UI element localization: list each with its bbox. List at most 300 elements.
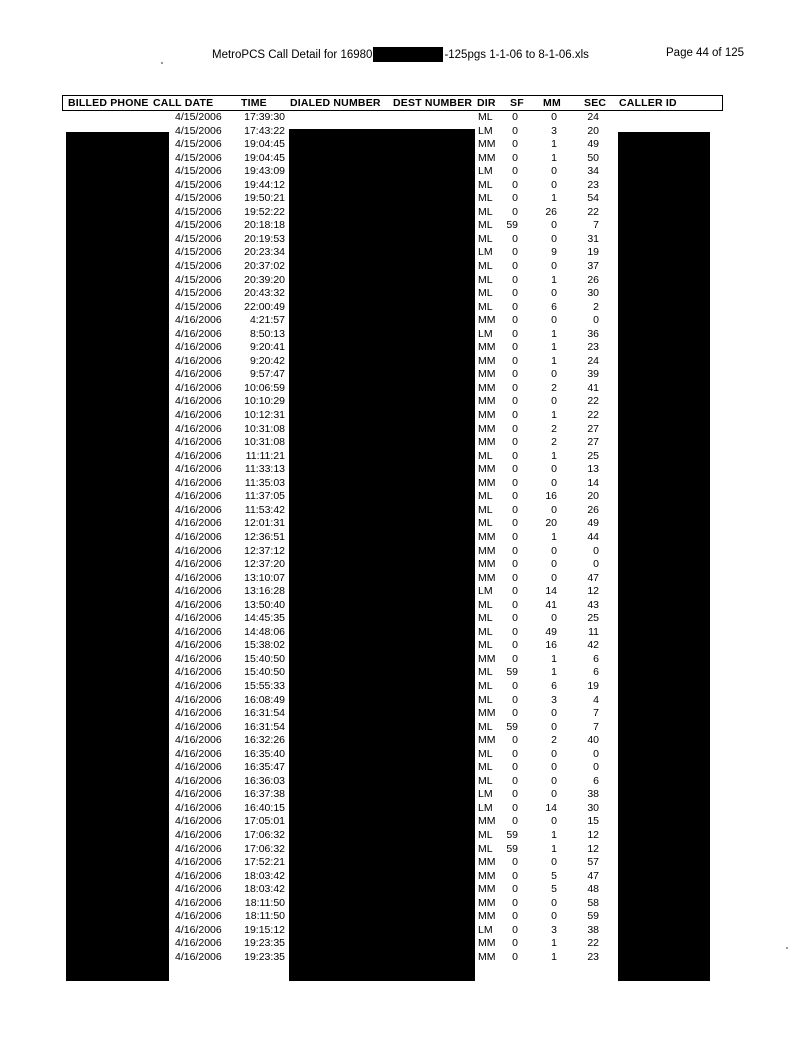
cell-sec: 50 <box>587 151 599 164</box>
cell-sec: 44 <box>587 530 599 543</box>
cell-sec: 12 <box>587 828 599 841</box>
cell-mm: 1 <box>551 192 557 205</box>
cell-sf: 0 <box>512 232 518 245</box>
cell-mm: 0 <box>551 856 557 869</box>
cell-mm: 1 <box>551 842 557 855</box>
column-header-billed-phone: BILLED PHONE <box>68 97 149 109</box>
cell-call-date: 4/16/2006 <box>175 666 222 679</box>
cell-sec: 0 <box>593 558 599 571</box>
cell-sec: 30 <box>587 287 599 300</box>
table-row <box>62 382 723 396</box>
cell-time: 19:44:12 <box>244 178 285 191</box>
table-row <box>62 314 723 328</box>
column-header-time: TIME <box>241 97 267 109</box>
cell-dir: LM <box>478 327 493 340</box>
cell-dir: ML <box>478 503 493 516</box>
cell-mm: 0 <box>551 910 557 923</box>
cell-call-date: 4/16/2006 <box>175 815 222 828</box>
cell-sec: 36 <box>587 327 599 340</box>
cell-sec: 12 <box>587 842 599 855</box>
cell-call-date: 4/16/2006 <box>175 544 222 557</box>
cell-dir: ML <box>478 517 493 530</box>
cell-sf: 0 <box>512 314 518 327</box>
table-row <box>62 545 723 559</box>
cell-sf: 0 <box>512 856 518 869</box>
cell-call-date: 4/16/2006 <box>175 314 222 327</box>
table-row <box>62 585 723 599</box>
cell-sec: 30 <box>587 801 599 814</box>
cell-sec: 26 <box>587 273 599 286</box>
cell-call-date: 4/15/2006 <box>175 260 222 273</box>
cell-call-date: 4/16/2006 <box>175 409 222 422</box>
cell-sf: 0 <box>512 639 518 652</box>
cell-mm: 0 <box>551 558 557 571</box>
cell-sec: 12 <box>587 585 599 598</box>
cell-sf: 0 <box>512 761 518 774</box>
table-row <box>62 870 723 884</box>
cell-time: 16:08:49 <box>244 693 285 706</box>
caller-id-mark <box>618 246 623 255</box>
cell-dir: MM <box>478 138 496 151</box>
cell-dir: LM <box>478 585 493 598</box>
cell-sf: 0 <box>512 354 518 367</box>
cell-mm: 1 <box>551 950 557 963</box>
cell-sf: 59 <box>506 842 518 855</box>
cell-call-date: 4/16/2006 <box>175 788 222 801</box>
cell-sec: 20 <box>587 490 599 503</box>
cell-mm: 41 <box>545 598 557 611</box>
cell-dir: MM <box>478 652 496 665</box>
cell-mm: 0 <box>551 761 557 774</box>
cell-time: 18:11:50 <box>244 910 285 923</box>
cell-time: 16:31:54 <box>244 720 285 733</box>
cell-sf: 0 <box>512 747 518 760</box>
cell-sec: 48 <box>587 883 599 896</box>
column-header-sec: SEC <box>584 97 607 109</box>
cell-sf: 0 <box>512 544 518 557</box>
cell-mm: 1 <box>551 327 557 340</box>
cell-call-date: 4/15/2006 <box>175 111 222 123</box>
cell-time: 11:35:03 <box>244 476 285 489</box>
cell-time: 12:37:12 <box>244 544 285 557</box>
cell-time: 18:03:42 <box>244 869 285 882</box>
column-header-dialed-number: DIALED NUMBER <box>290 97 381 109</box>
cell-call-date: 4/16/2006 <box>175 639 222 652</box>
cell-sf: 59 <box>506 828 518 841</box>
redaction-block-title <box>373 47 443 62</box>
cell-call-date: 4/16/2006 <box>175 761 222 774</box>
cell-dir: ML <box>478 111 493 123</box>
cell-time: 15:40:50 <box>244 652 285 665</box>
cell-call-date: 4/16/2006 <box>175 598 222 611</box>
cell-call-date: 4/15/2006 <box>175 138 222 151</box>
cell-call-date: 4/16/2006 <box>175 896 222 909</box>
cell-mm: 0 <box>551 896 557 909</box>
cell-sec: 7 <box>593 707 599 720</box>
table-row <box>62 301 723 315</box>
cell-time: 19:23:35 <box>244 950 285 963</box>
cell-call-date: 4/15/2006 <box>175 192 222 205</box>
cell-sec: 39 <box>587 368 599 381</box>
cell-time: 13:10:07 <box>244 571 285 584</box>
cell-mm: 0 <box>551 178 557 191</box>
table-row <box>62 761 723 775</box>
cell-mm: 0 <box>551 720 557 733</box>
cell-sec: 22 <box>587 409 599 422</box>
column-header-mm: MM <box>543 97 561 109</box>
cell-sec: 0 <box>593 761 599 774</box>
cell-dir: MM <box>478 544 496 557</box>
cell-sec: 37 <box>587 260 599 273</box>
cell-call-date: 4/15/2006 <box>175 151 222 164</box>
cell-sf: 0 <box>512 571 518 584</box>
cell-call-date: 4/16/2006 <box>175 707 222 720</box>
cell-sf: 0 <box>512 503 518 516</box>
cell-call-date: 4/16/2006 <box>175 625 222 638</box>
cell-time: 18:11:50 <box>244 896 285 909</box>
table-row <box>62 517 723 531</box>
cell-time: 12:01:31 <box>244 517 285 530</box>
cell-call-date: 4/15/2006 <box>175 300 222 313</box>
cell-mm: 0 <box>551 395 557 408</box>
cell-time: 17:43:22 <box>244 124 285 137</box>
cell-time: 17:06:32 <box>244 828 285 841</box>
cell-sec: 57 <box>587 856 599 869</box>
cell-mm: 1 <box>551 354 557 367</box>
cell-sec: 40 <box>587 734 599 747</box>
cell-dir: MM <box>478 436 496 449</box>
table-row <box>62 883 723 897</box>
cell-call-date: 4/16/2006 <box>175 856 222 869</box>
cell-time: 4:21:57 <box>249 314 285 327</box>
cell-mm: 14 <box>545 585 557 598</box>
cell-call-date: 4/15/2006 <box>175 273 222 286</box>
cell-call-date: 4/16/2006 <box>175 517 222 530</box>
cell-call-date: 4/16/2006 <box>175 395 222 408</box>
cell-dir: ML <box>478 219 493 232</box>
cell-dir: ML <box>478 232 493 245</box>
cell-mm: 0 <box>551 503 557 516</box>
cell-sf: 0 <box>512 910 518 923</box>
table-row <box>62 558 723 572</box>
cell-time: 17:52:21 <box>244 856 285 869</box>
cell-dir: ML <box>478 192 493 205</box>
cell-dir: ML <box>478 679 493 692</box>
cell-sf: 0 <box>512 896 518 909</box>
table-row <box>62 707 723 721</box>
cell-time: 20:23:34 <box>244 246 285 259</box>
page-number: Page 44 of 125 <box>666 47 745 59</box>
cell-time: 15:40:50 <box>244 666 285 679</box>
cell-mm: 1 <box>551 666 557 679</box>
cell-sf: 0 <box>512 463 518 476</box>
table-row <box>62 829 723 843</box>
cell-time: 12:36:51 <box>244 530 285 543</box>
cell-call-date: 4/16/2006 <box>175 449 222 462</box>
cell-mm: 1 <box>551 409 557 422</box>
cell-time: 19:04:45 <box>244 138 285 151</box>
cell-mm: 0 <box>551 219 557 232</box>
cell-mm: 0 <box>551 314 557 327</box>
cell-dir: MM <box>478 151 496 164</box>
table-row <box>62 409 723 423</box>
table-row <box>62 260 723 274</box>
cell-dir: MM <box>478 571 496 584</box>
cell-call-date: 4/16/2006 <box>175 422 222 435</box>
cell-call-date: 4/16/2006 <box>175 341 222 354</box>
cell-dir: ML <box>478 828 493 841</box>
table-row <box>62 802 723 816</box>
cell-sf: 0 <box>512 788 518 801</box>
cell-mm: 16 <box>545 639 557 652</box>
cell-mm: 6 <box>551 300 557 313</box>
cell-mm: 14 <box>545 801 557 814</box>
cell-sec: 34 <box>587 165 599 178</box>
cell-call-date: 4/16/2006 <box>175 490 222 503</box>
cell-time: 19:52:22 <box>244 205 285 218</box>
cell-dir: MM <box>478 558 496 571</box>
cell-time: 9:57:47 <box>249 368 285 381</box>
cell-sec: 23 <box>587 341 599 354</box>
cell-time: 11:53:42 <box>244 503 285 516</box>
table-body <box>62 111 723 981</box>
cell-sec: 4 <box>593 693 599 706</box>
cell-sec: 23 <box>587 950 599 963</box>
cell-call-date: 4/16/2006 <box>175 747 222 760</box>
cell-time: 20:43:32 <box>244 287 285 300</box>
table-row <box>62 152 723 166</box>
cell-mm: 3 <box>551 693 557 706</box>
cell-sec: 58 <box>587 896 599 909</box>
cell-mm: 1 <box>551 652 557 665</box>
cell-sf: 0 <box>512 923 518 936</box>
table-row <box>62 924 723 938</box>
cell-sf: 0 <box>512 138 518 151</box>
column-header-call-date: CALL DATE <box>153 97 214 109</box>
cell-mm: 0 <box>551 747 557 760</box>
cell-sec: 22 <box>587 937 599 950</box>
cell-sf: 0 <box>512 490 518 503</box>
cell-sec: 13 <box>587 463 599 476</box>
cell-mm: 5 <box>551 869 557 882</box>
cell-sec: 6 <box>593 774 599 787</box>
table-row <box>62 856 723 870</box>
table-row <box>62 490 723 504</box>
cell-call-date: 4/16/2006 <box>175 693 222 706</box>
cell-time: 20:37:02 <box>244 260 285 273</box>
table-row <box>62 599 723 613</box>
cell-sf: 0 <box>512 693 518 706</box>
cell-call-date: 4/16/2006 <box>175 530 222 543</box>
cell-mm: 6 <box>551 679 557 692</box>
cell-sec: 14 <box>587 476 599 489</box>
cell-sf: 59 <box>506 219 518 232</box>
cell-dir: ML <box>478 300 493 313</box>
cell-time: 20:18:18 <box>244 219 285 232</box>
table-row <box>62 504 723 518</box>
cell-sec: 59 <box>587 910 599 923</box>
column-header-caller-id: CALLER ID <box>619 97 677 109</box>
cell-sf: 0 <box>512 436 518 449</box>
cell-sec: 38 <box>587 923 599 936</box>
cell-mm: 2 <box>551 381 557 394</box>
table-row <box>62 666 723 680</box>
cell-call-date: 4/16/2006 <box>175 774 222 787</box>
table-row <box>62 436 723 450</box>
cell-sec: 0 <box>593 747 599 760</box>
cell-time: 19:43:09 <box>244 165 285 178</box>
cell-mm: 0 <box>551 260 557 273</box>
cell-sf: 0 <box>512 517 518 530</box>
cell-dir: ML <box>478 273 493 286</box>
cell-call-date: 4/16/2006 <box>175 883 222 896</box>
table-row <box>62 897 723 911</box>
cell-sf: 0 <box>512 192 518 205</box>
table-bottom-edge <box>62 962 723 965</box>
cell-sf: 0 <box>512 950 518 963</box>
table-row <box>62 274 723 288</box>
table-row <box>62 138 723 152</box>
cell-call-date: 4/15/2006 <box>175 165 222 178</box>
table-row <box>62 734 723 748</box>
cell-time: 9:20:42 <box>249 354 285 367</box>
cell-sf: 0 <box>512 124 518 137</box>
cell-sf: 0 <box>512 815 518 828</box>
cell-time: 22:00:49 <box>244 300 285 313</box>
cell-call-date: 4/16/2006 <box>175 801 222 814</box>
table-row <box>62 843 723 857</box>
table-row <box>62 246 723 260</box>
cell-call-date: 4/16/2006 <box>175 950 222 963</box>
cell-time: 17:06:32 <box>244 842 285 855</box>
cell-call-date: 4/15/2006 <box>175 178 222 191</box>
cell-call-date: 4/15/2006 <box>175 246 222 259</box>
cell-mm: 9 <box>551 246 557 259</box>
cell-sf: 0 <box>512 260 518 273</box>
table-row <box>62 219 723 233</box>
cell-sf: 0 <box>512 205 518 218</box>
cell-sf: 0 <box>512 422 518 435</box>
cell-sec: 7 <box>593 219 599 232</box>
cell-mm: 0 <box>551 544 557 557</box>
table-row <box>62 788 723 802</box>
cell-call-date: 4/16/2006 <box>175 910 222 923</box>
scan-speck <box>786 947 788 949</box>
cell-time: 20:19:53 <box>244 232 285 245</box>
cell-sf: 0 <box>512 612 518 625</box>
cell-mm: 0 <box>551 476 557 489</box>
cell-time: 10:06:59 <box>244 381 285 394</box>
cell-mm: 0 <box>551 612 557 625</box>
cell-sf: 0 <box>512 165 518 178</box>
report-title <box>212 47 589 62</box>
cell-dir: MM <box>478 354 496 367</box>
cell-mm: 1 <box>551 530 557 543</box>
cell-mm: 0 <box>551 287 557 300</box>
table-row <box>62 531 723 545</box>
cell-sf: 0 <box>512 937 518 950</box>
table-row <box>62 111 723 125</box>
cell-dir: ML <box>478 449 493 462</box>
cell-dir: ML <box>478 639 493 652</box>
cell-time: 16:31:54 <box>244 707 285 720</box>
cell-mm: 2 <box>551 436 557 449</box>
cell-mm: 0 <box>551 707 557 720</box>
cell-call-date: 4/16/2006 <box>175 720 222 733</box>
cell-time: 9:20:41 <box>249 341 285 354</box>
cell-dir: ML <box>478 205 493 218</box>
cell-time: 11:11:21 <box>245 449 285 462</box>
cell-sf: 59 <box>506 666 518 679</box>
cell-call-date: 4/16/2006 <box>175 679 222 692</box>
cell-dir: MM <box>478 314 496 327</box>
cell-sec: 0 <box>593 544 599 557</box>
cell-time: 18:03:42 <box>244 883 285 896</box>
cell-call-date: 4/16/2006 <box>175 503 222 516</box>
cell-dir: MM <box>478 883 496 896</box>
cell-sf: 0 <box>512 381 518 394</box>
cell-time: 8:50:13 <box>249 327 285 340</box>
cell-dir: ML <box>478 666 493 679</box>
cell-mm: 1 <box>551 151 557 164</box>
cell-time: 10:10:29 <box>244 395 285 408</box>
table-row <box>62 815 723 829</box>
cell-sec: 6 <box>593 666 599 679</box>
cell-call-date: 4/15/2006 <box>175 205 222 218</box>
cell-sec: 47 <box>587 571 599 584</box>
cell-sec: 11 <box>588 625 599 638</box>
cell-dir: ML <box>478 842 493 855</box>
cell-mm: 5 <box>551 883 557 896</box>
cell-time: 11:33:13 <box>244 463 285 476</box>
table-row <box>62 626 723 640</box>
cell-time: 19:15:12 <box>244 923 285 936</box>
cell-mm: 2 <box>551 422 557 435</box>
cell-time: 16:36:03 <box>244 774 285 787</box>
cell-mm: 1 <box>551 138 557 151</box>
cell-call-date: 4/16/2006 <box>175 436 222 449</box>
cell-time: 20:39:20 <box>244 273 285 286</box>
cell-sf: 0 <box>512 476 518 489</box>
cell-sec: 22 <box>587 205 599 218</box>
cell-call-date: 4/16/2006 <box>175 476 222 489</box>
cell-dir: ML <box>478 720 493 733</box>
table-row <box>62 463 723 477</box>
table-row <box>62 355 723 369</box>
table-row <box>62 233 723 247</box>
cell-call-date: 4/16/2006 <box>175 734 222 747</box>
cell-time: 10:31:08 <box>244 436 285 449</box>
table-row <box>62 748 723 762</box>
cell-call-date: 4/16/2006 <box>175 842 222 855</box>
cell-dir: ML <box>478 761 493 774</box>
cell-sf: 0 <box>512 652 518 665</box>
column-header-sf: SF <box>510 97 524 109</box>
table-row <box>62 477 723 491</box>
cell-sec: 49 <box>587 138 599 151</box>
cell-dir: ML <box>478 625 493 638</box>
table-row <box>62 653 723 667</box>
cell-sec: 22 <box>587 395 599 408</box>
table-row <box>62 341 723 355</box>
cell-sf: 0 <box>512 774 518 787</box>
cell-mm: 1 <box>551 937 557 950</box>
cell-call-date: 4/16/2006 <box>175 327 222 340</box>
cell-sec: 47 <box>587 869 599 882</box>
cell-mm: 3 <box>551 124 557 137</box>
cell-dir: MM <box>478 530 496 543</box>
cell-sec: 19 <box>587 246 599 259</box>
